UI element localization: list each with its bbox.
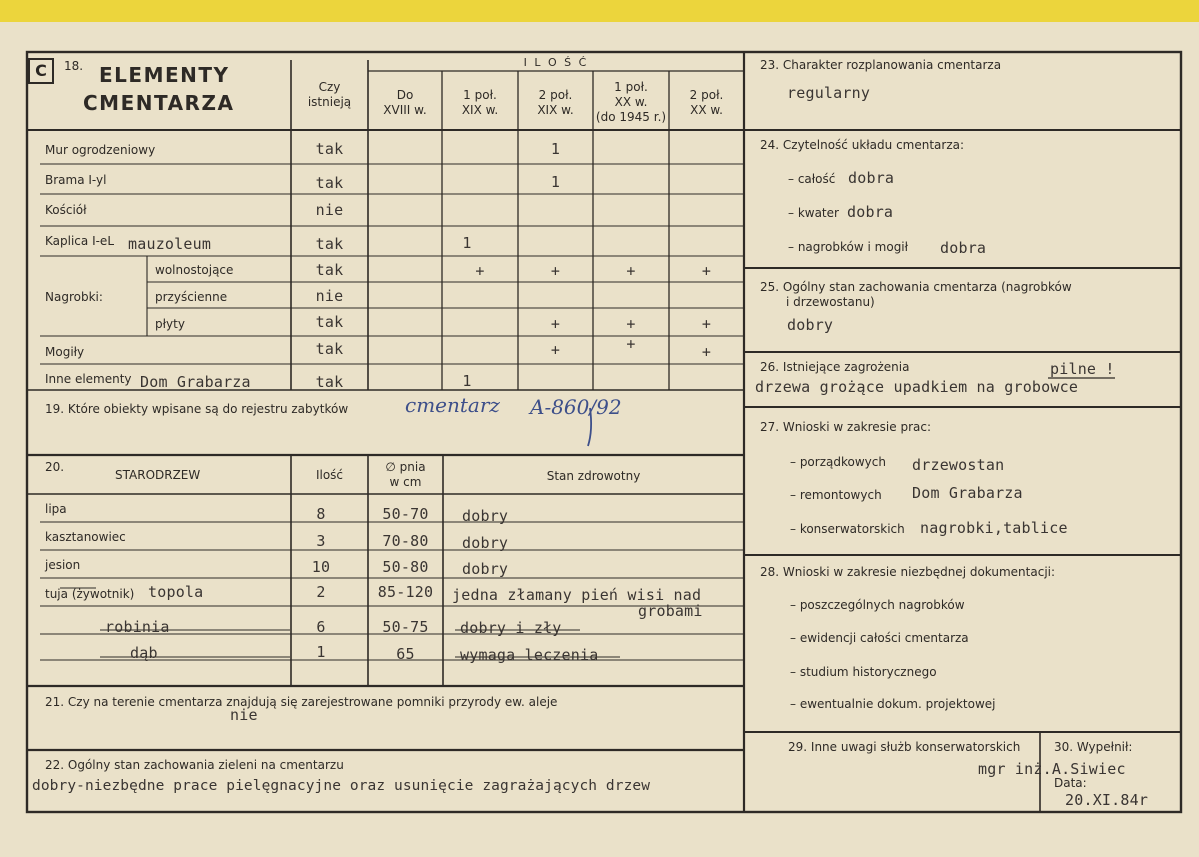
row-plyty-xx1: + [626, 315, 636, 333]
col-tree-stan: Stan zdrowotny [546, 469, 641, 483]
tree-row-ilosc: 2 [316, 583, 326, 601]
row-mur-czy: tak [315, 140, 344, 158]
section-18-number: 18. [64, 59, 84, 73]
section-24-kwater: – kwater [788, 206, 839, 220]
row-nagrobki-label: Nagrobki: [45, 290, 103, 304]
section-23-value: regularny [787, 84, 871, 102]
section-19-handwritten-2: A-860/92 [530, 395, 622, 419]
tree-row-pien: 50-70 [382, 505, 429, 523]
tree-row-stan: wymaga leczenia [460, 646, 599, 664]
section-27-remontowych-value: Dom Grabarza [912, 484, 1023, 502]
row-inne-typed: Dom Grabarza [140, 373, 251, 391]
section-22-label: 22. Ogólny stan zachowania zieleni na cmentarzu [45, 758, 344, 772]
section-28-item-1: – poszczególnych nagrobków [790, 598, 965, 612]
col-czy-label-2: istnieją [307, 95, 352, 109]
section-30-label: 30. Wypełnił: [1054, 740, 1133, 754]
row-mogily-label: Mogiły [45, 345, 85, 359]
section-27-konserwatorskich-value: nagrobki,tablice [920, 519, 1068, 537]
col-xviii-b: XVIII w. [383, 103, 427, 117]
col-czy-label: Czy [318, 80, 341, 94]
section-24-calosc: – całość [788, 172, 836, 186]
section-21-label: 21. Czy na terenie cmentarza znajdują się zarejestrowane pomniki przyrody ew. aleje [45, 695, 558, 709]
tree-row-name: jesion [45, 558, 81, 572]
row-wolnostojace-xix2: + [550, 262, 561, 280]
section-24-calosc-value: dobra [848, 169, 895, 187]
row-mogily-czy: tak [315, 340, 344, 358]
section-25-label: 25. Ogólny stan zachowania cmentarza (nagrobków [760, 280, 1072, 294]
section-28-item-3: – studium historycznego [790, 665, 937, 679]
row-mur-xix2: 1 [550, 140, 561, 158]
tree-row-name: dąb [130, 644, 158, 662]
row-plyty-czy: tak [315, 313, 344, 331]
section-30-date-label: Data: [1054, 776, 1087, 790]
section-18-title-line2: CMENTARZA [83, 91, 235, 115]
section-23-label: 23. Charakter rozplanowania cmentarza [760, 58, 1002, 72]
tree-row-stan: dobry i zły [460, 619, 562, 637]
row-przyscienne-label: przyścienne [155, 290, 228, 304]
row-plyty-xix2: + [550, 315, 561, 333]
tree-row-pien: 85-120 [377, 583, 434, 601]
tree-row-ilosc: 3 [316, 532, 326, 550]
section-24-label: 24. Czytelność układu cmentarza: [760, 138, 965, 152]
row-plyty-xx2: + [701, 315, 712, 333]
tree-row-pien: 50-75 [382, 618, 429, 636]
col-xx2-b: XX w. [690, 103, 723, 117]
row-inne-label: Inne elementy [45, 372, 132, 386]
row-kaplica-czy: tak [315, 235, 344, 253]
tree-row-stan-2: grobami [638, 602, 703, 620]
col-xix2-b: XIX w. [537, 103, 574, 117]
section-30-date: 20.XI.84r [1065, 791, 1149, 809]
section-26-note: pilne ! [1050, 360, 1115, 378]
row-przyscienne-czy: nie [315, 287, 344, 305]
tree-row-name: robinia [105, 618, 170, 636]
section-28-item-4: – ewentualnie dokum. projektowej [790, 697, 996, 711]
section-25-value: dobry [787, 316, 834, 334]
ilosc-header: I L O Ś Ć [523, 56, 589, 69]
tree-row-pien: 70-80 [382, 532, 429, 550]
tree-row-ilosc: 8 [316, 505, 326, 523]
row-brama-xix2: 1 [550, 173, 561, 191]
section-27-label: 27. Wnioski w zakresie prac: [760, 420, 932, 434]
row-wolnostojace-xx2: + [701, 262, 712, 280]
section-27-konserwatorskich: – konserwatorskich [790, 522, 905, 536]
tree-row-stan: dobry [462, 507, 509, 525]
section-28-item-2: – ewidencji całości cmentarza [790, 631, 969, 645]
row-kaplica-typed: mauzoleum [128, 235, 212, 253]
row-brama-label: Brama I-yl [45, 173, 107, 187]
tree-row-ilosc: 10 [311, 558, 331, 576]
section-29-label: 29. Inne uwagi służb konserwatorskich [788, 740, 1021, 754]
section-27-porzadkowych: – porządkowych [790, 455, 886, 469]
col-xx1-b: XX w. [614, 95, 648, 109]
row-brama-czy: tak [315, 174, 344, 192]
col-xx2-a: 2 poł. [689, 88, 724, 102]
col-tree-pien-2: w cm [389, 475, 422, 489]
row-kosciol-label: Kościół [45, 203, 87, 217]
section-24-nagrobkow: – nagrobków i mogił [788, 240, 909, 254]
tree-row-typed: topola [148, 583, 204, 601]
section-26-value: drzewa grożące upadkiem na grobowce [755, 378, 1079, 396]
tree-row-ilosc: 1 [316, 643, 326, 661]
tree-row-name: tuja (żywotnik) [45, 587, 135, 601]
row-wolnostojace-xx1: + [626, 262, 636, 280]
col-xix2-a: 2 poł. [538, 88, 573, 102]
section-27-porzadkowych-value: drzewostan [912, 456, 1005, 474]
section-28-label: 28. Wnioski w zakresie niezbędnej dokumentacji: [760, 565, 1056, 579]
row-mur-label: Mur ogrodzeniowy [45, 143, 156, 157]
tree-row-stan: jedna złamany pień wisi nad [452, 586, 702, 604]
tree-row-pien: 65 [396, 645, 415, 663]
section-19-handwritten-1: cmentarz [405, 393, 500, 417]
col-xx1-a: 1 poł. [614, 80, 648, 94]
row-mogily-xx1: + [626, 335, 636, 353]
row-wolnostojace-xix1: + [475, 262, 485, 280]
tree-row-name: lipa [45, 502, 67, 516]
row-kosciol-czy: nie [315, 201, 344, 219]
col-tree-pien-1: ∅ pnia [385, 460, 426, 474]
section-20-number: 20. [45, 460, 65, 474]
row-inne-xix1: 1 [462, 372, 472, 390]
section-30-name: mgr inż.A.Siwiec [978, 760, 1126, 778]
section-20-title: STARODRZEW [115, 468, 201, 482]
row-inne-czy: tak [315, 373, 344, 391]
section-27-remontowych: – remontowych [790, 488, 882, 502]
tree-row-stan: dobry [462, 560, 509, 578]
row-kaplica-label: Kaplica I-eL [45, 234, 114, 248]
tree-row-pien: 50-80 [382, 558, 429, 576]
section-24-nagrobkow-value: dobra [940, 239, 987, 257]
row-kaplica-xix1: 1 [462, 234, 472, 252]
section-21-value: nie [230, 706, 258, 724]
col-xx1-c: (do 1945 r.) [595, 110, 667, 124]
section-letter-box: C [28, 58, 54, 84]
col-tree-ilosc: Ilość [315, 468, 344, 482]
tree-row-name: kasztanowiec [45, 530, 126, 544]
col-xviii-a: Do [396, 88, 414, 102]
tree-row-ilosc: 6 [316, 618, 326, 636]
row-plyty-label: płyty [155, 317, 185, 331]
row-wolnostojace-czy: tak [315, 261, 344, 279]
section-22-value: dobry-niezbędne prace pielęgnacyjne oraz usunięcie zagrażających drzew [32, 778, 651, 794]
col-xix1-a: 1 poł. [463, 88, 497, 102]
section-19-label: 19. Które obiekty wpisane są do rejestru zabytków [45, 402, 349, 416]
section-26-label: 26. Istniejące zagrożenia [760, 360, 910, 374]
col-xix1-b: XIX w. [461, 103, 499, 117]
section-25-label-2: i drzewostanu) [786, 295, 875, 309]
row-mogily-xix2: + [550, 341, 561, 359]
section-18-title-line1: ELEMENTY [99, 63, 230, 87]
row-mogily-xx2: + [701, 343, 712, 361]
tree-row-stan: dobry [462, 534, 509, 552]
row-wolnostojace-label: wolnostojące [155, 263, 234, 277]
section-24-kwater-value: dobra [847, 203, 894, 221]
